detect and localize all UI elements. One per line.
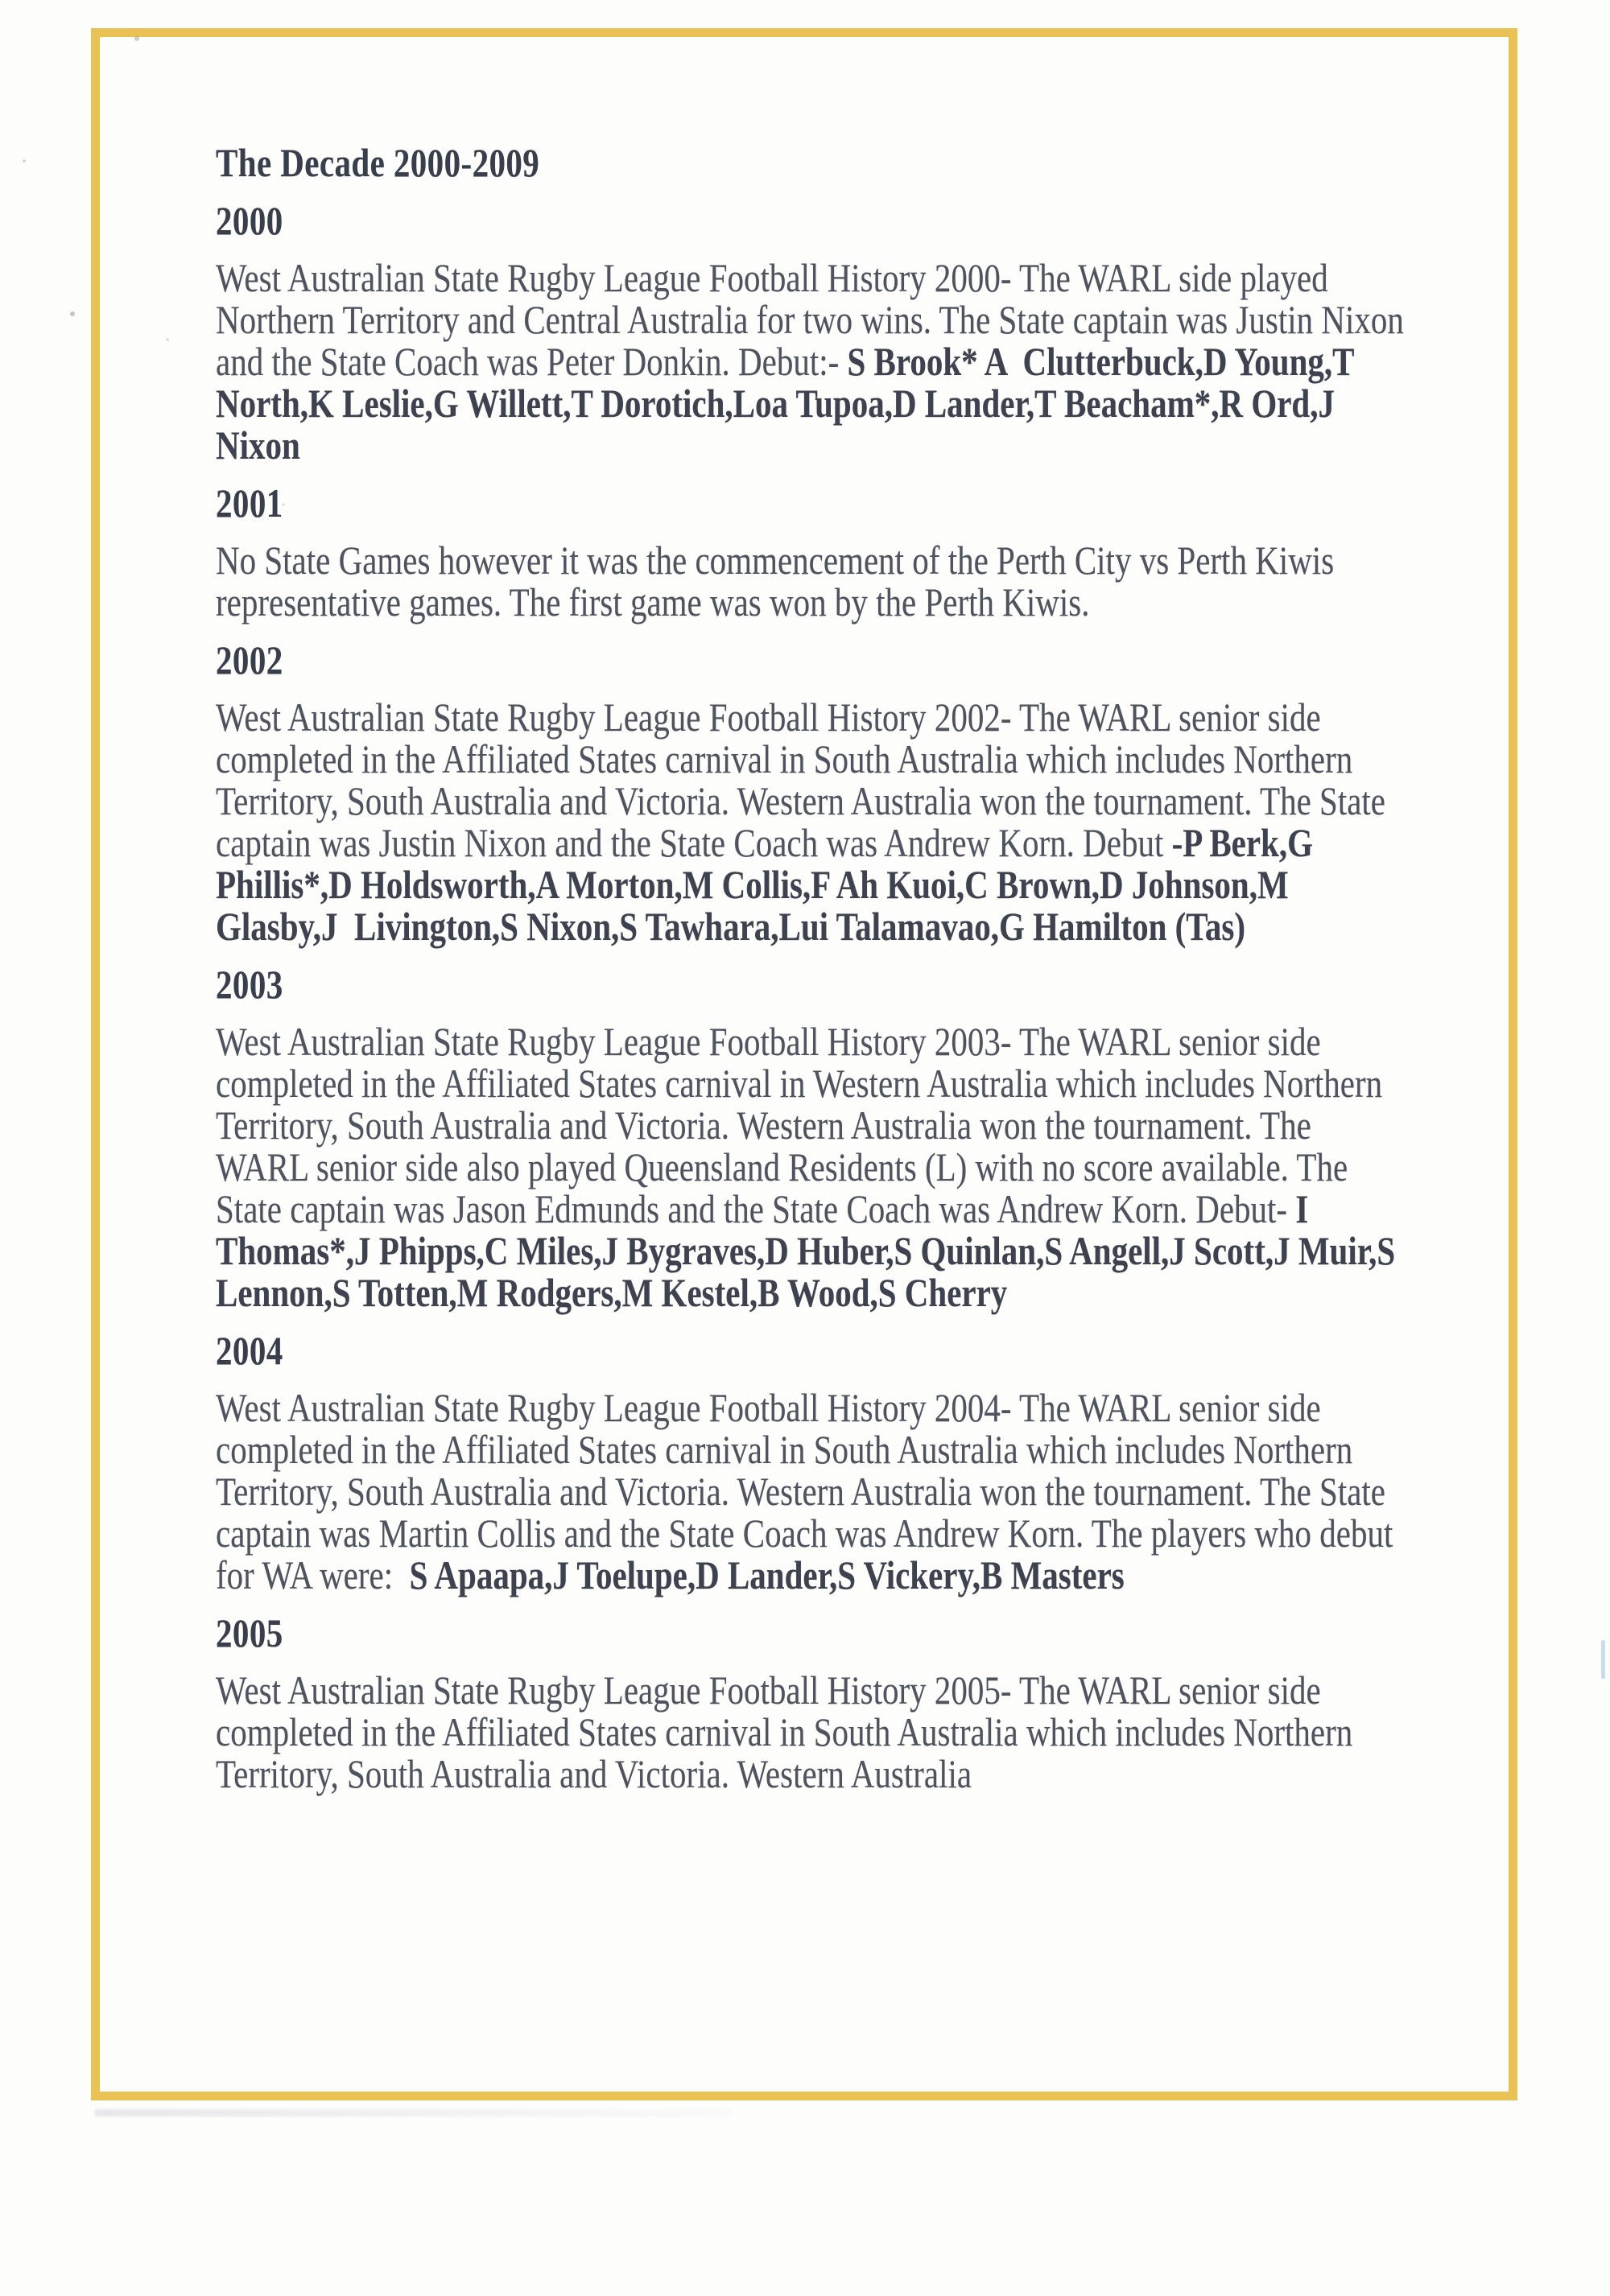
debut-players-bold-text: S Apaapa,J Toelupe,D Lander,S Vickery,B Masters <box>409 1552 1125 1597</box>
section-paragraph <box>216 1020 1404 1313</box>
section-paragraph <box>216 539 1404 623</box>
paragraph-text: West Australian State Rugby League Football History 2005- The WARL senior side completed in the Affiliated States carnival in South Australia which includes Northern Territory, South Australia and Victoria. Western Australia <box>216 1667 1360 1796</box>
section-heading-2001: 2001 <box>216 480 283 526</box>
section-paragraph <box>216 696 1404 947</box>
paragraph-text: West Australian State Rugby League Football History 2000- The WARL side played Northern Territory and Central Australia for two wins. The State captain was Justin Nixon and the State Coach was Peter Donkin. Debut:- <box>216 255 1413 384</box>
debut-players-bold-text: -P Berk,G Phillis*,D Holdsworth,A Morton,M Collis,F Ah Kuoi,C Brown,D Johnson,M Glasby,J Livington,S Nixon,S Tawhara,Lui Talamavao,G Hamilton (Tas) <box>216 820 1322 949</box>
scan-edge-mark <box>1601 1640 1605 1679</box>
section-heading-2002: 2002 <box>216 637 283 682</box>
document-content <box>216 140 1413 1796</box>
paragraph-text: No State Games however it was the commencement of the Perth City vs Perth Kiwis representative games. The first game was won by the Perth Kiwis. <box>216 538 1343 624</box>
section-heading-2004: 2004 <box>216 1328 283 1373</box>
page-title: The Decade 2000-2009 <box>216 140 540 185</box>
section-paragraph <box>216 1669 1404 1795</box>
document-sections <box>216 198 1413 1796</box>
section-heading-2005: 2005 <box>216 1610 283 1655</box>
debut-players-bold-text: S Brook* A Clutterbuck,D Young,T North,K Leslie,G Willett,T Dorotich,Loa Tupoa,D Lander,T Beacham*,R Ord,J Nixon <box>216 339 1362 468</box>
section-heading-2003: 2003 <box>216 962 283 1007</box>
paragraph-text: West Australian State Rugby League Football History 2002- The WARL senior side completed in the Affiliated States carnival in South Australia which includes Northern Territory, South Australia and Victoria. Western Australia won the tournament. The State captain was Justin Nixon and the State Coach was Andrew Korn. Debut <box>216 695 1394 865</box>
paragraph-text: West Australian State Rugby League Football History 2003- The WARL senior side completed in the Affiliated States carnival in Western Australia which includes Northern Territory, South Australia and Victoria. Western Australia won the tournament. The WARL senior side also played Queensland Residents (L) with no score available. The State captain was Jason Edmunds and the State Coach was Andrew Korn. Debut- <box>216 1019 1390 1231</box>
section-heading-2000: 2000 <box>216 198 283 243</box>
debut-players-bold-text: I Thomas*,J Phipps,C Miles,J Bygraves,D Huber,S Quinlan,S Angell,J Scott,J Muir,S Lennon,S Totten,M Rodgers,M Kestel,B Wood,S Cherry <box>216 1186 1404 1315</box>
paragraph-text: West Australian State Rugby League Football History 2004- The WARL senior side completed in the Affiliated States carnival in South Australia which includes Northern Territory, South Australia and Victoria. Western Australia won the tournament. The State captain was Martin Collis and the State Coach was Andrew Korn. The players who debut for WA were: <box>216 1385 1402 1597</box>
scan-shadow-artifact <box>95 2109 731 2117</box>
section-paragraph <box>216 1387 1404 1596</box>
scan-speckles <box>0 0 3 3</box>
section-paragraph <box>216 255 1413 468</box>
